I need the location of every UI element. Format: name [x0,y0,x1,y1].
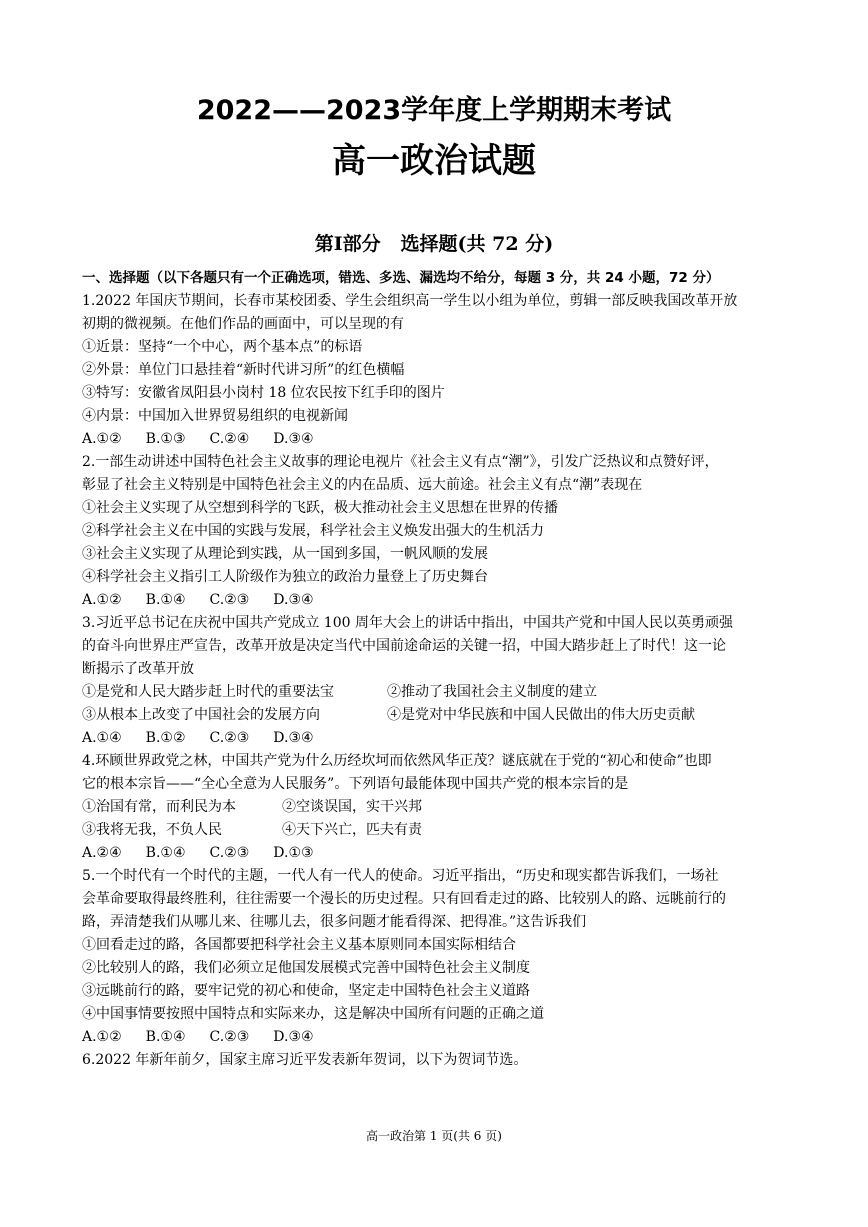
statement-row [82,819,782,842]
statement-item: ④中国事情要按照中国特点和实际来办，这是解决中国所有问题的正确之道 [82,1006,544,1022]
question-stem-line: 2.一部生动讲述中国特色社会主义故事的理论电视片《社会主义有点“潮”》，引发广泛热议和点赞好评， [82,454,719,470]
option-d: D.③④ [273,592,314,608]
statement-item: ③社会主义实现了从理论到实践，从一国到多国，一帆风顺的发展 [82,546,488,562]
option-d: D.③④ [273,730,314,746]
option-b: B.①② [145,730,186,746]
question-1 [82,290,782,451]
option-a: A.②④ [82,845,122,861]
option-d: D.③④ [273,431,314,447]
question-3 [82,612,782,750]
question-stem-line: 的奋斗向世界庄严宣告，改革开放是决定当代中国前途命运的关键一招，中国大踏步赶上了时代！这一论 [82,638,726,654]
question-stem-line: 彰显了社会主义特别是中国特色社会主义的内在品质、远大前途。社会主义有点“潮”表现在 [82,477,643,493]
option-d: D.③④ [273,1029,314,1045]
statement-item: ④科学社会主义指引工人阶级作为独立的政治力量登上了历史舞台 [82,569,488,585]
part-title: 第Ⅰ部分 选择题(共 72 分) [314,233,554,255]
statement-row [82,796,782,819]
answer-options [82,842,782,865]
statement-item: ③远眺前行的路，要牢记党的初心和使命，坚定走中国特色社会主义道路 [82,983,530,999]
option-b: B.①④ [145,592,186,608]
option-b: B.①④ [145,845,186,861]
statement-item: ①回看走过的路，各国都要把科学社会主义基本原则同本国实际相结合 [82,937,516,953]
answer-options [82,727,782,750]
statement-item: ④是党对中华民族和中国人民做出的伟大历史贡献 [387,707,695,723]
question-stem-line: 6.2022 年新年前夕，国家主席习近平发表新年贺词，以下为贺词节选。 [82,1052,528,1068]
option-b: B.①③ [145,431,186,447]
question-stem-line: 1.2022 年国庆节期间，长春市某校团委、学生会组织高一学生以小组为单位，剪辑一部反映我国改革开放 [82,293,738,309]
statement-item: ④天下兴亡，匹夫有责 [282,822,422,838]
question-stem-line: 5.一个时代有一个时代的主题，一代人有一代人的使命。习近平指出，“历史和现实都告诉我们，一场社 [82,868,719,884]
question-6 [82,1049,782,1072]
question-4 [82,750,782,865]
statement-item: ②科学社会主义在中国的实践与发展，科学社会主义焕发出强大的生机活力 [82,523,544,539]
exam-title: 2022——2023学年度上学期期末考试 [196,95,672,126]
question-area [82,267,782,1072]
statement-item: ①治国有常，而利民为本 [82,799,236,815]
subject-title: 高一政治试题 [332,141,536,181]
option-a: A.①② [82,1029,122,1045]
option-a: A.①② [82,431,122,447]
statement-item: ④内景：中国加入世界贸易组织的电视新闻 [82,408,348,424]
answer-options [82,428,782,451]
question-stem-line: 初期的微视频。在他们作品的画面中，可以呈现的有 [82,316,404,332]
option-c: C.②③ [209,730,250,746]
question-stem-line: 它的根本宗旨——“全心全意为人民服务”。下列语句最能体现中国共产党的根本宗旨的是 [82,776,629,792]
option-a: A.①④ [82,730,122,746]
question-stem-line: 断揭示了改革开放 [82,661,194,677]
statement-item: ①社会主义实现了从空想到科学的飞跃，极大推动社会主义思想在世界的传播 [82,500,558,516]
statement-item: ②外景：单位门口悬挂着“新时代讲习所”的红色横幅 [82,362,405,378]
answer-options [82,589,782,612]
question-stem-line: 3.习近平总书记在庆祝中国共产党成立 100 周年大会上的讲话中指出，中国共产党和中国人民以英勇顽强 [82,615,733,631]
page-footer: 高一政治第 1 页(共 6 页) [366,1129,502,1143]
question-2 [82,451,782,612]
statement-item: ②比较别人的路，我们必须立足他国发展模式完善中国特色社会主义制度 [82,960,530,976]
option-c: C.②③ [209,592,250,608]
statement-item: ①是党和人民大踏步赶上时代的重要法宝 [82,684,334,700]
question-5 [82,865,782,1049]
statement-row [82,704,782,727]
section-instruction: 一、选择题（以下各题只有一个正确选项，错选、多选、漏选均不给分，每题 3 分，共 24 小题，72 分） [82,270,720,286]
statement-row [82,681,782,704]
option-a: A.①② [82,592,122,608]
option-c: C.②③ [209,845,250,861]
option-c: C.②③ [209,1029,250,1045]
option-c: C.②④ [209,431,250,447]
statement-item: ②空谈误国，实干兴邦 [282,799,422,815]
statement-item: ①近景：坚持“一个中心，两个基本点”的标语 [82,339,363,355]
statement-item: ③我将无我，不负人民 [82,822,222,838]
statement-item: ③特写：安徽省凤阳县小岗村 18 位农民按下红手印的图片 [82,385,445,401]
question-stem-line: 会革命要取得最终胜利，往往需要一个漫长的历史过程。只有回看走过的路、比较别人的路、远眺前行的 [82,891,726,907]
statement-item: ②推动了我国社会主义制度的建立 [387,684,597,700]
question-stem-line: 4.环顾世界政党之林，中国共产党为什么历经坎坷而依然风华正茂？谜底就在于党的“初心和使命”也即 [82,753,712,769]
option-b: B.①④ [145,1029,186,1045]
statement-item: ③从根本上改变了中国社会的发展方向 [82,707,320,723]
answer-options [82,1026,782,1049]
question-stem-line: 路，弄清楚我们从哪儿来、往哪儿去，很多问题才能看得深、把得准。”这告诉我们 [82,914,587,930]
option-d: D.①③ [273,845,314,861]
